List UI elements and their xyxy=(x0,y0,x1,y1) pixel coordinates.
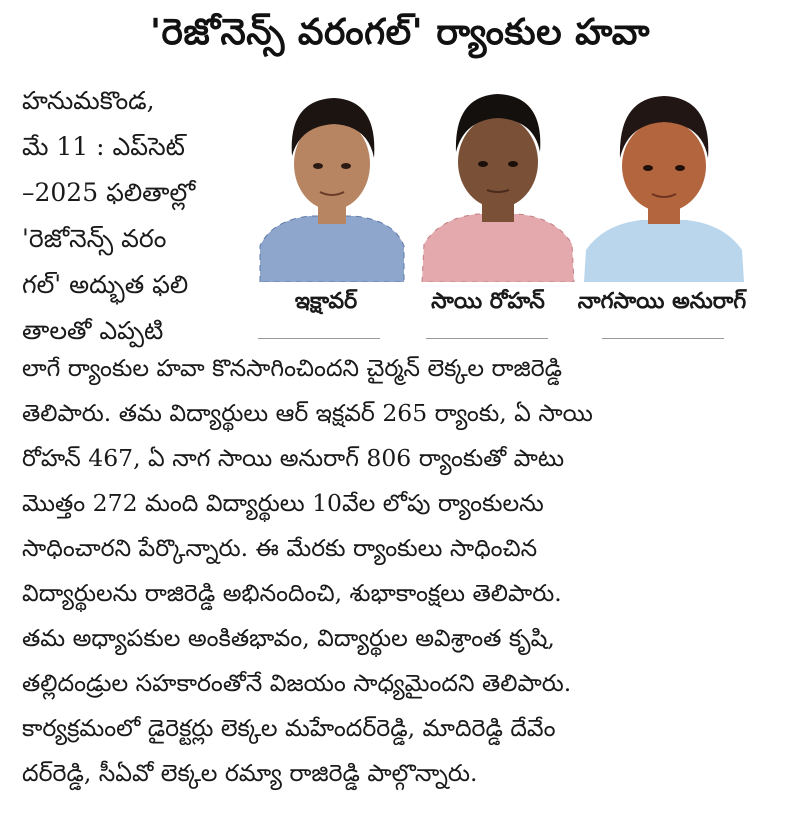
body-line: తల్లిదండ్రుల సహకారంతోనే విజయం సాధ్యమైందని తెలిపారు. xyxy=(22,669,572,697)
student-photo-1 xyxy=(252,86,412,282)
caption-divider xyxy=(602,338,724,339)
student-photos xyxy=(252,86,742,282)
article-intro xyxy=(22,78,244,354)
intro-line: గల్' అద్భుత ఫలి xyxy=(22,270,189,299)
article-body xyxy=(22,346,742,796)
student-photo-2 xyxy=(418,86,578,282)
intro-line: –2025 ఫలితాల్లో xyxy=(22,178,196,207)
intro-line: తాలతో ఎప్పటి xyxy=(22,316,164,345)
portrait-1 xyxy=(252,86,412,282)
body-line: మొత్తం 272 మంది విద్యార్థులు 10వేల లోపు ర్యాంకులను xyxy=(22,489,544,517)
portrait-3 xyxy=(584,86,744,282)
portrait-2 xyxy=(418,86,578,282)
body-line: తెలిపారు. తమ విద్యార్థులు ఆర్ ఇక్షవర్ 265 ర్యాంకు, ఏ సాయి xyxy=(22,399,593,427)
body-line: సాధించారని పేర్కొన్నారు. ఈ మేరకు ర్యాంకులు సాధించిన xyxy=(22,534,538,562)
caption-student-1: ఇక్షావర్ xyxy=(294,289,358,314)
body-line: తమ అధ్యాపకుల అంకితభావం, విద్యార్థుల అవిశ్రాంత కృషి, xyxy=(22,624,555,652)
body-line: దర్‌రెడ్డి, సీఏవో లెక్కల రమ్యా రాజిరెడ్డి పాల్గొన్నారు. xyxy=(22,759,478,787)
intro-line: మే 11 : ఎప్‌సెట్ xyxy=(22,132,185,161)
caption-divider xyxy=(258,338,380,339)
body-line: రోహన్ 467, ఏ నాగ సాయి అనురాగ్ 806 ర్యాంకుతో పాటు xyxy=(22,444,565,472)
caption-student-3: నాగసాయి అనురాగ్ xyxy=(577,289,747,314)
student-photo-3 xyxy=(584,86,744,282)
caption-divider xyxy=(426,338,548,339)
intro-line: హనుమకొండ, xyxy=(22,86,155,115)
caption-student-2: సాయి రోహన్ xyxy=(431,289,545,314)
intro-line: 'రెజోనెన్స్ వరం xyxy=(22,224,167,253)
body-line: లాగే ర్యాంకుల హవా కొనసాగించిందని చైర్మన్ లెక్కల రాజిరెడ్డి xyxy=(22,354,563,382)
body-line: కార్యక్రమంలో డైరెక్టర్లు లెక్కల మహేందర్‌రెడ్డి, మాదిరెడ్డి దేవేం xyxy=(22,714,556,742)
headline: 'రెజోనెన్స్ వరంగల్' ర్యాంకుల హవా xyxy=(150,12,650,53)
body-line: విద్యార్థులను రాజిరెడ్డి అభినందించి, శుభాకాంక్షలు తెలిపారు. xyxy=(22,579,562,607)
